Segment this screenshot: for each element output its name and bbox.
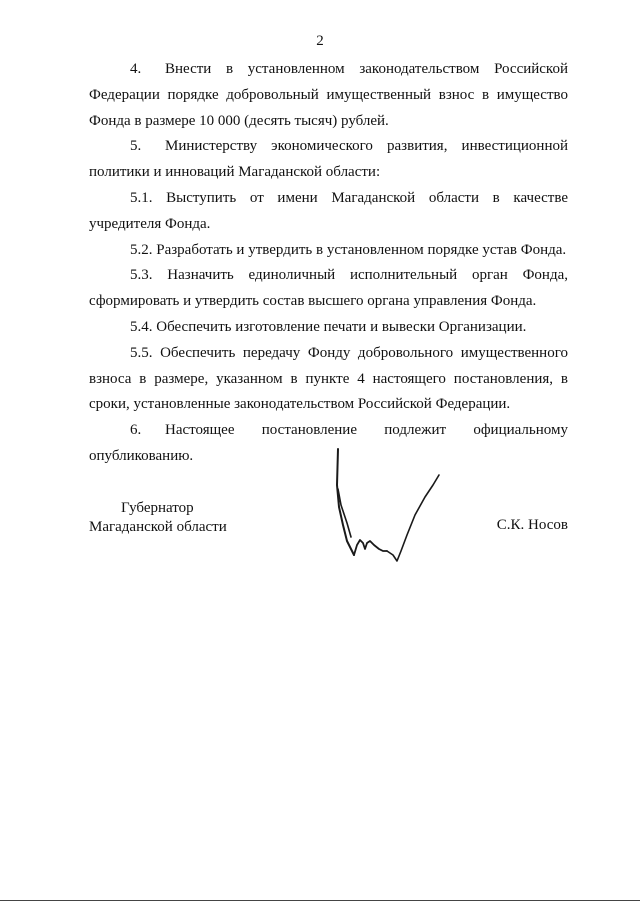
paragraph-text: 5.1. Выступить от имени Магаданской области в качестве учредителя Фонда. — [89, 189, 568, 232]
paragraph-5-3 — [89, 263, 568, 315]
paragraph-5 — [89, 134, 568, 186]
handwritten-signature — [325, 445, 455, 575]
paragraph-5-4 — [89, 315, 568, 341]
paragraph-number: 4. — [130, 61, 142, 77]
signatory-name: С.К. Носов — [496, 517, 568, 533]
paragraph-number: 6. — [130, 422, 142, 439]
paragraph-5-5 — [89, 341, 568, 418]
page-number: 2 — [316, 33, 324, 49]
paragraph-4 — [89, 57, 568, 134]
paragraph-text: 5.2. Разработать и утвердить в установленном порядке устав Фонда. — [130, 241, 567, 258]
paragraph-number: 5. — [130, 138, 142, 155]
paragraph-text: Министерству экономического развития, инвестиционной политики и инноваций Магаданской области: — [89, 138, 568, 181]
position-region: Магаданской области — [89, 519, 227, 535]
document-body — [89, 57, 568, 470]
signatory-position — [89, 499, 227, 537]
paragraph-5-2 — [89, 238, 568, 264]
paragraph-text: 5.5. Обеспечить передачу Фонду добровольного имущественного взноса в размере, указанном в пункте 4 настоящего постановления, в сроки, установленные законодательством Российской Федерации. — [89, 344, 568, 413]
paragraph-text: 5.4. Обеспечить изготовление печати и вывески Организации. — [130, 318, 527, 335]
paragraph-5-1 — [89, 186, 568, 238]
bottom-rule — [0, 900, 640, 901]
paragraph-text: 5.3. Назначить единоличный исполнительный орган Фонда, сформировать и утвердить состав высшего органа управления Фонда. — [89, 267, 568, 310]
paragraph-text: Настоящее постановление подлежит официальному опубликованию. — [89, 422, 568, 464]
position-title: Губернатор — [121, 500, 194, 516]
paragraph-text: Внести в установленном законодательством Российской Федерации порядке добровольный имущественный взнос в имущество Фонда в размере 10 000 (десять тысяч) рублей. — [89, 61, 568, 129]
